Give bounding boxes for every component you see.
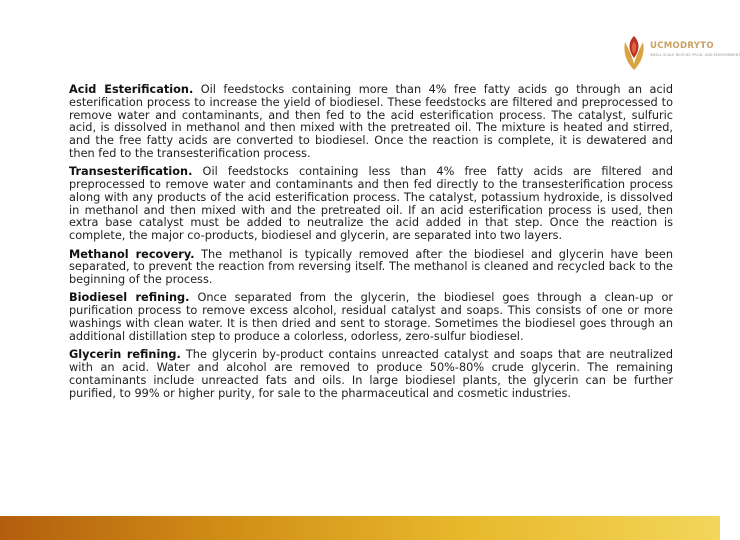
logo (620, 30, 740, 74)
paragraph-biodiesel-refining (69, 292, 673, 343)
paragraph-transesterification (69, 166, 673, 243)
paragraph-text: The methanol is typically removed after the biodiesel and glycerin have been separated, to prevent the reaction from reversing itself. The methanol is cleaned and recycled back to the beginning of the process. (69, 247, 674, 287)
paragraph-text: Oil feedstocks containing less than 4% free fatty acids are filtered and preprocessed to remove water and contaminants and then fed directly to the transesterification process along with any products of the acid esterification process. The catalyst, potassium hydroxide, is dissolved in methanol and then mixed with and the pretreated oil. If an acid esterification process is used, then extra base catalyst must be added to neutralize the acid added in that step. Once the reaction is complete, the major co-products, biodiesel and glycerin, are separated into two layers. (69, 165, 673, 243)
paragraph-heading: Glycerin refining. (69, 348, 181, 362)
paragraph-methanol-recovery (69, 249, 673, 287)
paragraph-heading: Transesterification. (69, 165, 193, 179)
logo-tagline: SMALL SCALE BIOFUEL PROD. AND ENVIRONMENT (650, 53, 740, 57)
paragraph-heading: Acid Esterification. (69, 83, 194, 96)
paragraph-heading: Methanol recovery. (69, 247, 195, 261)
paragraph-text: The glycerin by-product contains unreacted catalyst and soaps that are neutralized with an acid. Water and alcohol are removed to produce 50%-80% crude glycerin. The remaining contaminants include unreacted fats and oils. In large biodiesel plants, the glycerin can be further purified, to 99% or higher purity, for sale to the pharmaceutical and cosmetic industries. (69, 348, 673, 400)
paragraph-heading: Biodiesel refining. (69, 291, 190, 305)
paragraph-text: Once separated from the glycerin, the biodiesel goes through a clean-up or purification process to remove excess alcohol, residual catalyst and soaps. This consists of one or more washings with clean water. It is then dried and sent to storage. Sometimes the biodiesel goes through an additional distillation step to produce a colorless, odorless, zero-sulfur biodiesel. (69, 291, 673, 343)
footer-gradient-bar (0, 516, 720, 540)
paragraph-text: Oil feedstocks containing more than 4% free fatty acids go through an acid esterification process to increase the yield of biodiesel. These feedstocks are filtered and preprocessed to remove water and contaminants, and then fed to the acid esterification process. The catalyst, sulfuric acid, is dissolved in methanol and then mixed with the pretreated oil. The mixture is heated and stirred, and the free fatty acids are converted to biodiesel. Once the reaction is complete, it is dewatered and then fed to the transesterification process. (69, 83, 673, 160)
logo-name: UCMODRYTO (650, 41, 714, 51)
logo-emblem-icon (620, 30, 648, 74)
paragraph-acid-esterification (69, 84, 673, 161)
document-body (69, 84, 673, 406)
paragraph-glycerin-refining (69, 349, 673, 400)
